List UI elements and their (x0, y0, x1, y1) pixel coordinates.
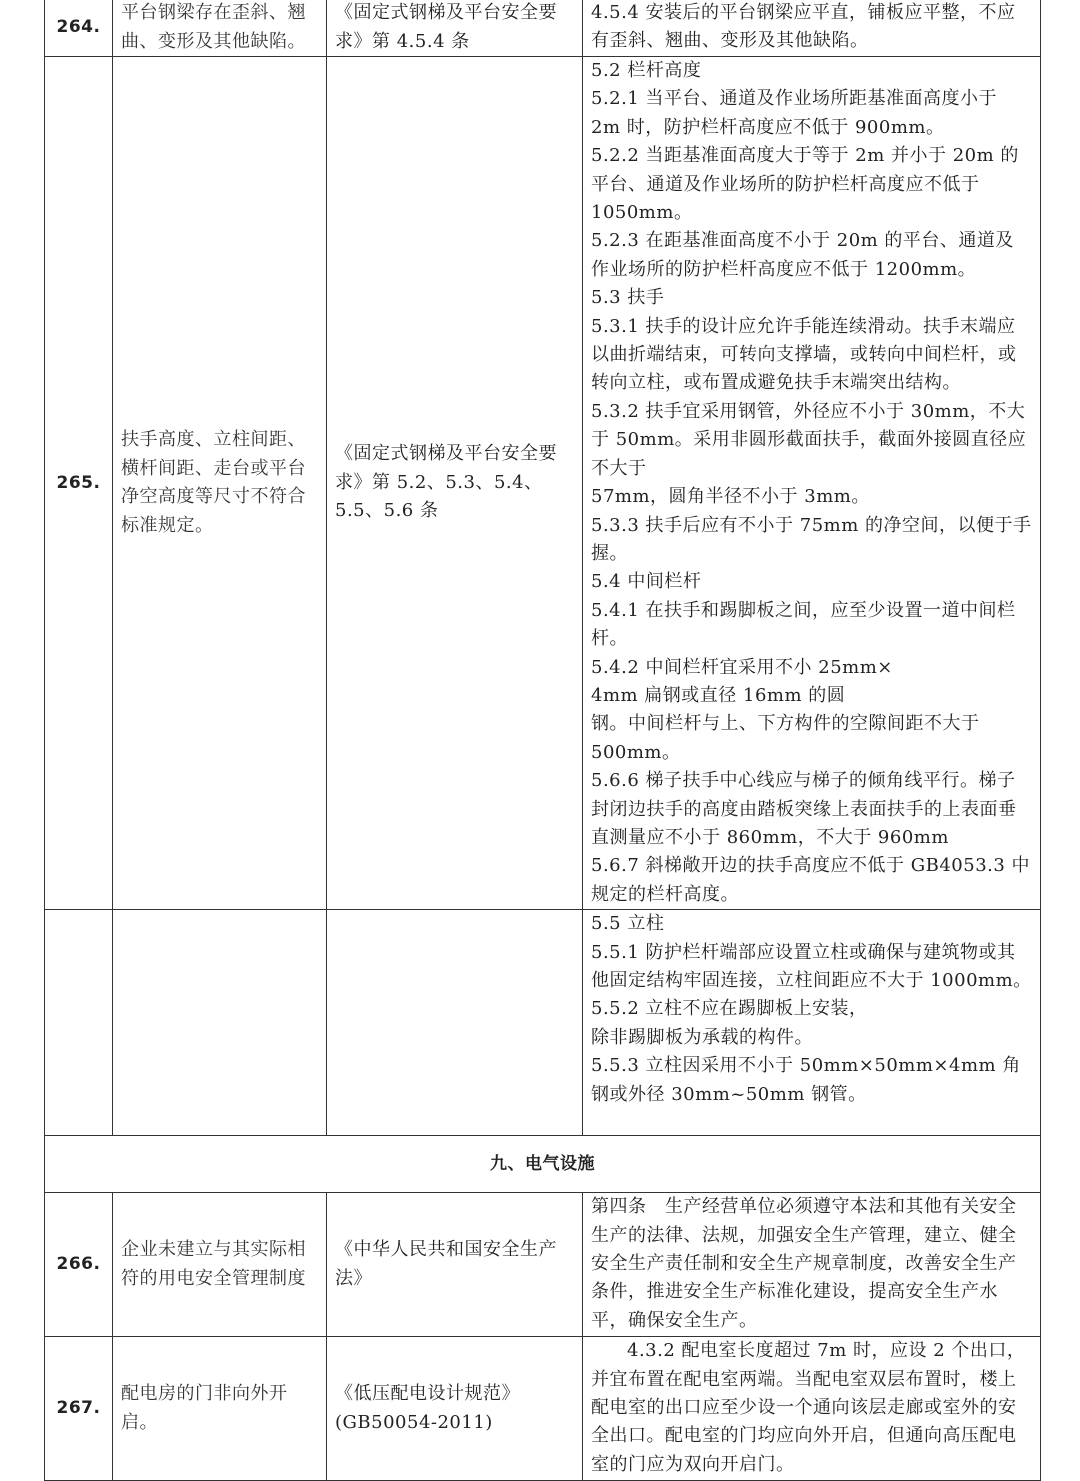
requirement-line: 5.4 中间栏杆 (591, 571, 702, 593)
table-row (45, 0, 1041, 57)
requirement-line: 4mm 扁钢或直径 16mm 的圆 (591, 684, 846, 706)
hazard-description: 企业未建立与其实际相符的用电安全管理制度 (113, 1193, 327, 1337)
requirement-line: 5.4.2 中间栏杆宜采用不小 25mm× (591, 656, 893, 678)
requirement-line: 5.5.2 立柱不应在踢脚板上安装， (591, 998, 868, 1020)
legal-basis: 《低压配电设计规范》(GB50054-2011) (327, 1337, 583, 1481)
row-number: 266. (45, 1193, 113, 1337)
requirement-line: 4.5.4 安装后的平台钢梁应平直，铺板应平整，不应有歪斜、翘曲、变形及其他缺陷。 (591, 2, 1016, 52)
hazard-description (113, 910, 327, 1136)
requirement-line: 5.3 扶手 (591, 287, 665, 309)
requirement-line: 除非踢脚板为承载的构件。 (591, 1026, 813, 1048)
requirement-text (583, 0, 1041, 57)
row-number (45, 910, 113, 1136)
requirement-line: 57mm，圆角半径不小于 3mm。 (591, 486, 870, 508)
requirement-line: 5.5.1 防护栏杆端部应设置立柱或确保与建筑物或其他固定结构牢固连接，立柱间距应不大于 1000mm。 (591, 941, 1032, 991)
requirement-text (583, 57, 1041, 910)
hazard-description: 平台钢梁存在歪斜、翘曲、变形及其他缺陷。 (113, 0, 327, 57)
requirement-line: 5.5.3 立柱因采用不小于 50mm×50mm×4mm 角钢或外径 30mm~50mm 钢管。 (591, 1055, 1021, 1105)
legal-basis: 《固定式钢梯及平台安全要求》第 5.2、5.3、5.4、5.5、5.6 条 (327, 57, 583, 910)
requirement-line: 第四条 生产经营单位必须遵守本法和其他有关安全生产的法律、法规，加强安全生产管理，建立、健全安全生产责任制和安全生产规章制度，改善安全生产条件，推进安全生产标准化建设，提高安全生产水平，确保安全生产。 (591, 1196, 1017, 1331)
requirement-line: 5.2.3 在距基准面高度不小于 20m 的平台、通道及作业场所的防护栏杆高度应不低于 1200mm。 (591, 230, 1014, 280)
requirement-line: 5.4.1 在扶手和踢脚板之间，应至少设置一道中间栏杆。 (591, 599, 1016, 650)
section-header-row (45, 1136, 1041, 1193)
requirement-line: 5.6.7 斜梯敞开边的扶手高度应不低于 GB4053.3 中规定的栏杆高度。 (591, 855, 1031, 905)
table-row (45, 1193, 1041, 1337)
requirement-line: 5.2.1 当平台、通道及作业场所距基准面高度小于 2m 时，防护栏杆高度应不低于 900mm。 (591, 88, 998, 138)
legal-basis (327, 910, 583, 1136)
hazard-description: 配电房的门非向外开启。 (113, 1337, 327, 1481)
requirement-line: 钢。中间栏杆与上、下方构件的空隙间距不大于 500mm。 (591, 713, 980, 763)
row-number: 264. (45, 0, 113, 57)
legal-basis: 《固定式钢梯及平台安全要求》第 4.5.4 条 (327, 0, 583, 57)
requirement-line: 4.3.2 配电室长度超过 7m 时，应设 2 个出口，并宜布置在配电室两端。当配电室双层布置时，楼上配电室的出口应至少设一个通向该层走廊或室外的安全出口。配电室的门均应向外开启，但通向高压配电室的门应为双向开启门。 (591, 1340, 1026, 1475)
requirement-line: 5.3.2 扶手宜采用钢管，外径应不小于 30mm，不大于 50mm。采用非圆形截面扶手，截面外接圆直径应不大于 (591, 400, 1027, 479)
regulation-table (44, 0, 1041, 1481)
row-number: 267. (45, 1337, 113, 1481)
hazard-description: 扶手高度、立柱间距、横杆间距、走台或平台净空高度等尺寸不符合标准规定。 (113, 57, 327, 910)
row-number: 265. (45, 57, 113, 910)
section-title: 九、电气设施 (45, 1136, 1041, 1193)
requirement-line: 5.2 栏杆高度 (591, 60, 702, 81)
table-row (45, 1337, 1041, 1481)
table-row (45, 57, 1041, 910)
requirement-text (583, 910, 1041, 1136)
requirement-line: 5.6.6 梯子扶手中心线应与梯子的倾角线平行。梯子封闭边扶手的高度由踏板突缘上表面扶手的上表面垂直测量应不小于 860mm，不大于 960mm (591, 770, 1017, 848)
table-row (45, 910, 1041, 1136)
requirement-line: 5.5 立柱 (591, 913, 665, 935)
requirement-line: 5.3.3 扶手后应有不小于 75mm 的净空间，以便于手握。 (591, 514, 1032, 564)
requirement-text (583, 1337, 1041, 1481)
requirement-line: 5.2.2 当距基准面高度大于等于 2m 并小于 20m 的平台、通道及作业场所的防护栏杆高度应不低于 1050mm。 (591, 145, 1019, 224)
requirement-text (583, 1193, 1041, 1337)
requirement-line: 5.3.1 扶手的设计应允许手能连续滑动。扶手末端应以曲折端结束，可转向支撑墙，或转向中间栏杆，或转向立柱，或布置成避免扶手末端突出结构。 (591, 315, 1017, 394)
legal-basis: 《中华人民共和国安全生产法》 (327, 1193, 583, 1337)
